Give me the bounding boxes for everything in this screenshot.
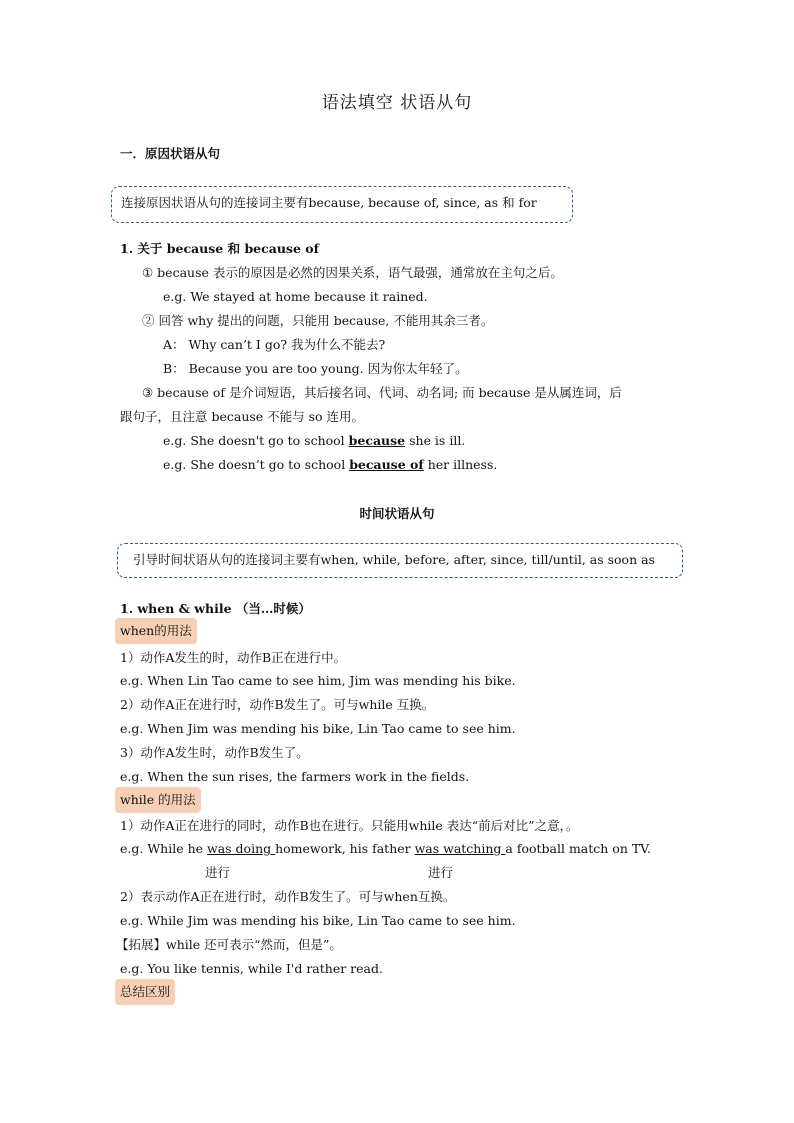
item-2: ② 回答 why 提出的问题，只能用 because, 不能用其余三者。: [142, 313, 494, 328]
page-title: 语法填空 状语从句: [321, 93, 473, 113]
while-rule-2: 2）表示动作A正在进行时，动作B发生了。可与when互换。: [120, 889, 456, 904]
keyword-because: because: [348, 433, 406, 448]
item-2-b: B： Because you are too young. 因为你太年轻了。: [163, 361, 468, 376]
section-heading-cause: 一．原因状语从句: [120, 146, 221, 161]
extension-example: e.g. You like tennis, while I'd rather read.: [120, 961, 383, 976]
when-rule-2: 2）动作A正在进行时，动作B发生了。可与while 互换。: [120, 697, 435, 712]
tag-summary: 总结区别: [115, 979, 175, 1005]
item-3-line1: ③ because of 是介词短语，其后接名词、代词、动名词; 而 because 是从属连词，后: [142, 385, 622, 400]
time-box-text: 引导时间状语从句的连接词主要有when, while, before, after, since, till/until, as soon as: [133, 552, 655, 567]
while-rule-2-example: e.g. While Jim was mending his bike, Lin Tao came to see him.: [120, 913, 516, 928]
while-rule-1: 1）动作A正在进行的同时，动作B也在进行。只能用while 表达“前后对比”之意，。: [120, 818, 579, 833]
when-rule-2-example: e.g. When Jim was mending his bike, Lin Tao came to see him.: [120, 721, 516, 736]
while-rule-1-example: e.g. While he was doing homework, his father was watching a football match on TV.: [120, 841, 651, 856]
subheading-when-while: 1. when & while （当…时候）: [120, 601, 311, 616]
tag-when-usage: when的用法: [115, 618, 197, 644]
item-1-example: e.g. We stayed at home because it rained.: [163, 289, 428, 304]
underline-was-doing: was doing: [207, 841, 276, 856]
item-1: ① because 表示的原因是必然的因果关系，语气最强，通常放在主句之后。: [142, 265, 563, 280]
cause-conjunction-box: [111, 186, 573, 223]
time-conjunction-box: [117, 543, 683, 578]
underline-was-watching: was watching: [414, 841, 506, 856]
keyword-because-of: because of: [349, 457, 424, 472]
cause-box-text: 连接原因状语从句的连接词主要有because, because of, since, as 和 for: [121, 195, 537, 210]
when-rule-1-example: e.g. When Lin Tao came to see him, Jim was mending his bike.: [120, 673, 516, 688]
extension-note: 【拓展】while 还可表示“然而，但是”。: [116, 937, 342, 952]
when-rule-3-example: e.g. When the sun rises, the farmers work in the fields.: [120, 769, 470, 784]
item-3-line2: 跟句子，且注意 because 不能与 so 连用。: [120, 409, 365, 424]
item-2-a: A： Why can’t I go? 我为什么不能去?: [163, 337, 386, 352]
tag-while-usage: while 的用法: [115, 787, 201, 813]
example-because: e.g. She doesn't go to school because she is ill.: [163, 433, 466, 448]
example-because-of: e.g. She doesn’t go to school because of her illness.: [163, 457, 498, 472]
when-rule-1: 1）动作A发生的时，动作B正在进行中。: [120, 650, 347, 665]
annotation-progressive-1: 进行: [205, 865, 231, 880]
section-heading-time: 时间状语从句: [359, 506, 435, 521]
when-rule-3: 3）动作A发生时，动作B发生了。: [120, 745, 309, 760]
annotation-progressive-2: 进行: [428, 865, 454, 880]
subheading-because: 1. 关于 because 和 because of: [120, 241, 319, 256]
